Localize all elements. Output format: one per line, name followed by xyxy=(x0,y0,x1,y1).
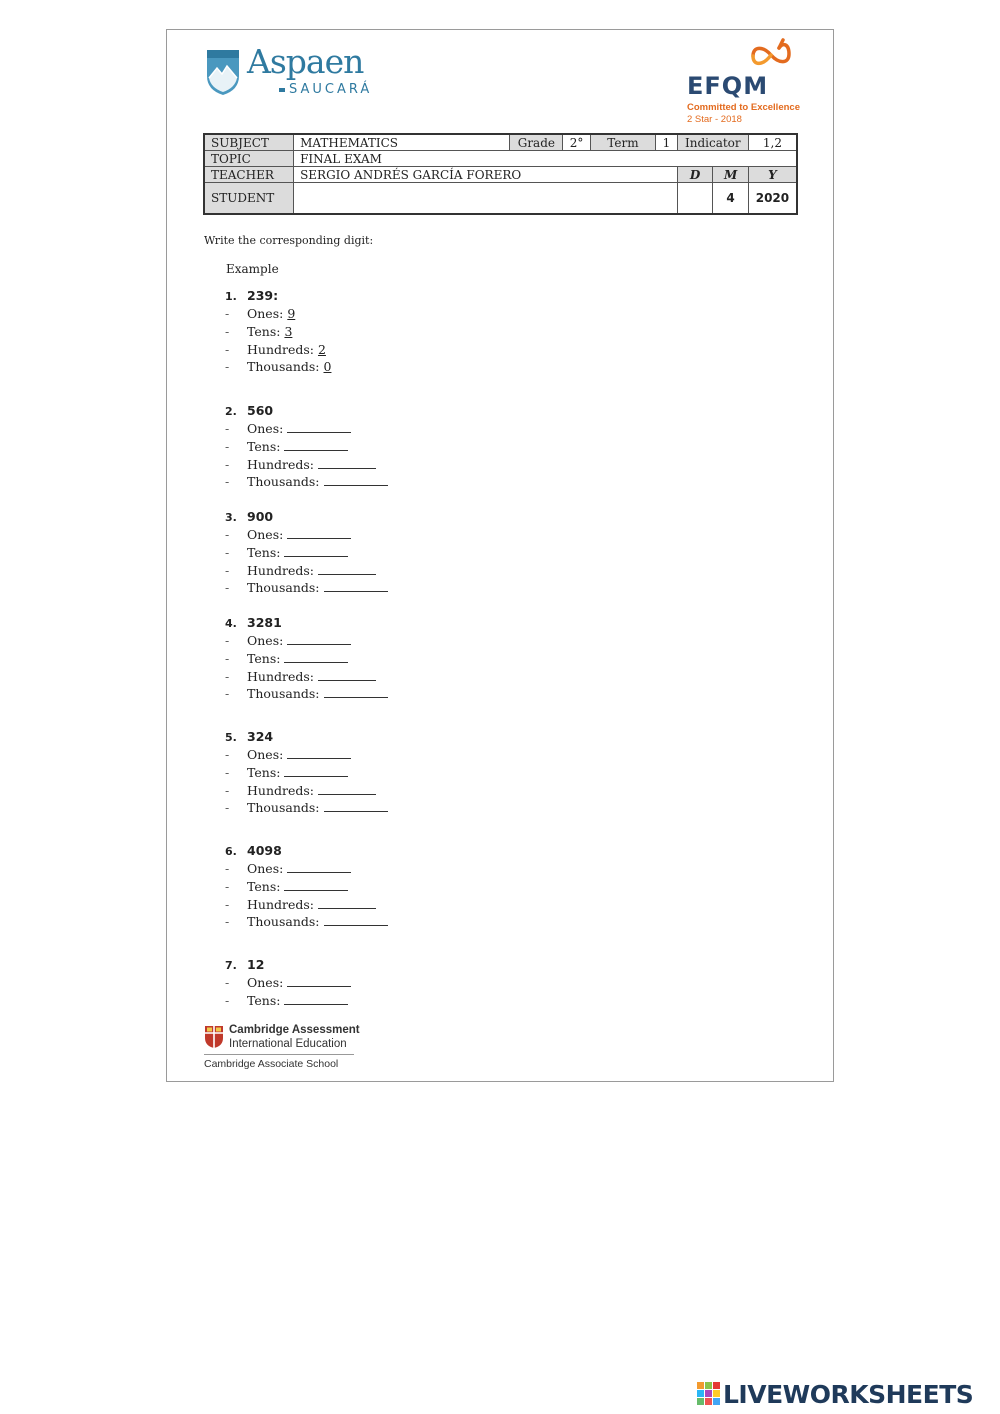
exercise-number: 4. xyxy=(225,617,237,630)
digit-line xyxy=(225,526,388,544)
place-value-label: Tens: xyxy=(247,878,281,894)
answer-blank-input[interactable] xyxy=(324,580,388,592)
digit-line xyxy=(225,764,388,782)
digit-line xyxy=(225,860,388,878)
aspaen-logo xyxy=(205,42,405,106)
instruction-text: Write the corresponding digit: xyxy=(204,234,374,247)
answer-blank-input[interactable] xyxy=(287,633,351,645)
exercise-title xyxy=(225,956,351,974)
answer-blank-input[interactable] xyxy=(287,527,351,539)
digit-line xyxy=(225,746,388,764)
campus-dot-icon xyxy=(279,88,285,92)
bullet-dash: - xyxy=(225,421,230,436)
digit-line xyxy=(225,420,388,438)
bullet-dash: - xyxy=(225,914,230,930)
digit-line xyxy=(225,799,388,817)
place-value-label: Ones: xyxy=(247,975,284,990)
place-value-label: Thousands: xyxy=(247,686,320,702)
place-value-label: Ones: xyxy=(247,861,284,876)
bullet-dash: - xyxy=(225,580,230,596)
bullet-dash: - xyxy=(225,341,230,357)
bullet-dash: - xyxy=(225,456,230,472)
digit-line xyxy=(225,974,351,992)
exercise-title xyxy=(225,508,388,526)
answer-blank-input[interactable] xyxy=(324,800,388,812)
cambridge-line3: Cambridge Associate School xyxy=(204,1058,339,1070)
place-value-label: Hundreds: xyxy=(247,341,315,357)
bullet-dash: - xyxy=(225,747,230,762)
answer-blank-input[interactable] xyxy=(324,686,388,698)
student-label: STUDENT xyxy=(204,183,294,215)
example-label: Example xyxy=(226,262,279,276)
example-answer: 2 xyxy=(318,341,326,357)
grade-value: 2° xyxy=(563,134,591,151)
place-value-label: Hundreds: xyxy=(247,896,315,912)
place-value-label: Hundreds: xyxy=(247,782,315,798)
exercise-3 xyxy=(225,508,388,597)
bullet-dash: - xyxy=(225,668,230,684)
year-label: Y xyxy=(748,167,797,183)
bullet-dash: - xyxy=(225,650,230,666)
exercise-number-value: 239: xyxy=(247,288,279,303)
place-value-label: Thousands: xyxy=(247,359,320,375)
digit-line xyxy=(225,896,388,914)
exercise-title xyxy=(225,287,331,305)
answer-blank-input[interactable] xyxy=(287,421,351,433)
exercise-number-value: 3281 xyxy=(247,615,282,630)
bullet-dash: - xyxy=(225,764,230,780)
answer-blank-input[interactable] xyxy=(318,783,376,795)
teacher-label: TEACHER xyxy=(204,167,294,183)
school-campus xyxy=(279,82,372,97)
teacher-value: SERGIO ANDRÉS GARCÍA FORERO xyxy=(294,167,678,183)
digit-line xyxy=(225,544,388,562)
answer-blank-input[interactable] xyxy=(318,563,376,575)
exercise-number: 6. xyxy=(225,845,237,858)
bullet-dash: - xyxy=(225,306,230,321)
exercise-title xyxy=(225,842,388,860)
answer-blank-input[interactable] xyxy=(284,545,348,557)
place-value-label: Tens: xyxy=(247,992,281,1008)
liveworksheets-text: LIVEWORKSHEETS xyxy=(723,1380,974,1409)
cert-name: EFQM xyxy=(687,72,769,100)
answer-blank-input[interactable] xyxy=(324,914,388,926)
exercise-title xyxy=(225,728,388,746)
bullet-dash: - xyxy=(225,323,230,339)
efqm-infinity-icon xyxy=(747,38,795,72)
bullet-dash: - xyxy=(225,562,230,578)
term-label: Term xyxy=(590,134,655,151)
info-row-student xyxy=(204,183,797,215)
place-value-label: Hundreds: xyxy=(247,456,315,472)
place-value-label: Tens: xyxy=(247,764,281,780)
cert-line1: Committed to Excellence xyxy=(687,102,800,113)
exercise-number: 2. xyxy=(225,405,237,418)
digit-line xyxy=(225,323,331,341)
exercise-number: 7. xyxy=(225,959,237,972)
digit-line xyxy=(225,650,388,668)
digit-line xyxy=(225,456,388,474)
digit-line xyxy=(225,685,388,703)
exercise-number: 3. xyxy=(225,511,237,524)
bullet-dash: - xyxy=(225,686,230,702)
answer-blank-input[interactable] xyxy=(284,879,348,891)
answer-blank-input[interactable] xyxy=(284,993,348,1005)
place-value-label: Ones: xyxy=(247,527,284,542)
digit-line xyxy=(225,913,388,931)
cambridge-divider xyxy=(204,1054,354,1055)
cambridge-line1: Cambridge Assessment xyxy=(229,1024,360,1036)
place-value-label: Tens: xyxy=(247,323,281,339)
digit-line xyxy=(225,668,388,686)
bullet-dash: - xyxy=(225,438,230,454)
exercise-number: 5. xyxy=(225,731,237,744)
term-value: 1 xyxy=(656,134,678,151)
topic-value: FINAL EXAM xyxy=(294,151,797,167)
efqm-logo xyxy=(687,38,807,128)
digit-line xyxy=(225,473,388,491)
place-value-label: Ones: xyxy=(247,421,284,436)
exercise-number-value: 900 xyxy=(247,509,274,524)
example-answer: 3 xyxy=(284,323,293,339)
day-value xyxy=(677,183,713,215)
bullet-dash: - xyxy=(225,975,230,990)
place-value-label: Tens: xyxy=(247,650,281,666)
place-value-label: Tens: xyxy=(247,438,281,454)
answer-blank-input[interactable] xyxy=(284,765,348,777)
liveworksheets-logo-icon xyxy=(697,1382,721,1406)
place-value-label: Thousands: xyxy=(247,800,320,816)
answer-blank-input[interactable] xyxy=(287,975,351,987)
subject-label: SUBJECT xyxy=(204,134,294,151)
bullet-dash: - xyxy=(225,896,230,912)
bullet-dash: - xyxy=(225,359,230,375)
bullet-dash: - xyxy=(225,474,230,490)
digit-line xyxy=(225,878,388,896)
indicator-label: Indicator xyxy=(677,134,748,151)
place-value-label: Thousands: xyxy=(247,914,320,930)
digit-line xyxy=(225,632,388,650)
cambridge-logo xyxy=(204,1023,364,1073)
exercise-number-value: 560 xyxy=(247,403,274,418)
answer-blank-input[interactable] xyxy=(287,861,351,873)
digit-line xyxy=(225,438,388,456)
exercise-5 xyxy=(225,728,388,817)
answer-blank-input[interactable] xyxy=(324,474,388,486)
bullet-dash: - xyxy=(225,861,230,876)
month-label: M xyxy=(713,167,749,183)
worksheet-page xyxy=(166,29,834,1082)
school-name: Aspaen xyxy=(247,42,364,81)
liveworksheets-watermark xyxy=(697,1380,997,1410)
place-value-label: Ones: xyxy=(247,633,284,648)
year-value: 2020 xyxy=(748,183,797,215)
bullet-dash: - xyxy=(225,782,230,798)
exercise-title xyxy=(225,402,388,420)
exercise-number: 1. xyxy=(225,290,237,303)
digit-line xyxy=(225,579,388,597)
topic-label: TOPIC xyxy=(204,151,294,167)
place-value-label: Ones: xyxy=(247,306,284,321)
place-value-label: Hundreds: xyxy=(247,668,315,684)
student-name-field[interactable] xyxy=(294,183,678,215)
exercise-4 xyxy=(225,614,388,703)
place-value-label: Ones: xyxy=(247,747,284,762)
cert-line2: 2 Star - 2018 xyxy=(687,114,742,125)
example-answer: 0 xyxy=(323,359,332,375)
answer-blank-input[interactable] xyxy=(318,457,376,469)
cambridge-shield-icon xyxy=(204,1025,224,1049)
bullet-dash: - xyxy=(225,878,230,894)
digit-line xyxy=(225,782,388,800)
school-campus-text: SAUCARÁ xyxy=(289,82,373,97)
bullet-dash: - xyxy=(225,527,230,542)
example-answer: 9 xyxy=(287,306,296,321)
info-row-topic xyxy=(204,151,797,167)
bullet-dash: - xyxy=(225,992,230,1008)
answer-blank-input[interactable] xyxy=(318,897,376,909)
indicator-value: 1,2 xyxy=(748,134,797,151)
digit-line xyxy=(225,562,388,580)
place-value-label: Hundreds: xyxy=(247,562,315,578)
exercise-6 xyxy=(225,842,388,931)
exercise-title xyxy=(225,614,388,632)
aspaen-shield-icon xyxy=(205,48,241,96)
bullet-dash: - xyxy=(225,800,230,816)
place-value-label: Tens: xyxy=(247,544,281,560)
exercise-number-value: 324 xyxy=(247,729,274,744)
subject-value: MATHEMATICS xyxy=(294,134,510,151)
info-row-teacher xyxy=(204,167,797,183)
day-label: D xyxy=(677,167,713,183)
exercise-7 xyxy=(225,956,351,1010)
digit-line xyxy=(225,341,331,359)
bullet-dash: - xyxy=(225,544,230,560)
answer-blank-input[interactable] xyxy=(318,669,376,681)
answer-blank-input[interactable] xyxy=(284,651,348,663)
place-value-label: Thousands: xyxy=(247,580,320,596)
place-value-label: Thousands: xyxy=(247,474,320,490)
exercise-number-value: 4098 xyxy=(247,843,282,858)
digit-line xyxy=(225,305,331,323)
exercise-number-value: 12 xyxy=(247,957,265,972)
info-row-subject xyxy=(204,134,797,151)
answer-blank-input[interactable] xyxy=(284,439,348,451)
month-value: 4 xyxy=(713,183,749,215)
grade-label: Grade xyxy=(510,134,563,151)
digit-line xyxy=(225,358,331,376)
cambridge-line2: International Education xyxy=(229,1038,347,1050)
answer-blank-input[interactable] xyxy=(287,747,351,759)
bullet-dash: - xyxy=(225,633,230,648)
exam-info-table xyxy=(203,133,798,215)
exercise-1 xyxy=(225,287,331,376)
digit-line xyxy=(225,992,351,1010)
exercise-2 xyxy=(225,402,388,491)
